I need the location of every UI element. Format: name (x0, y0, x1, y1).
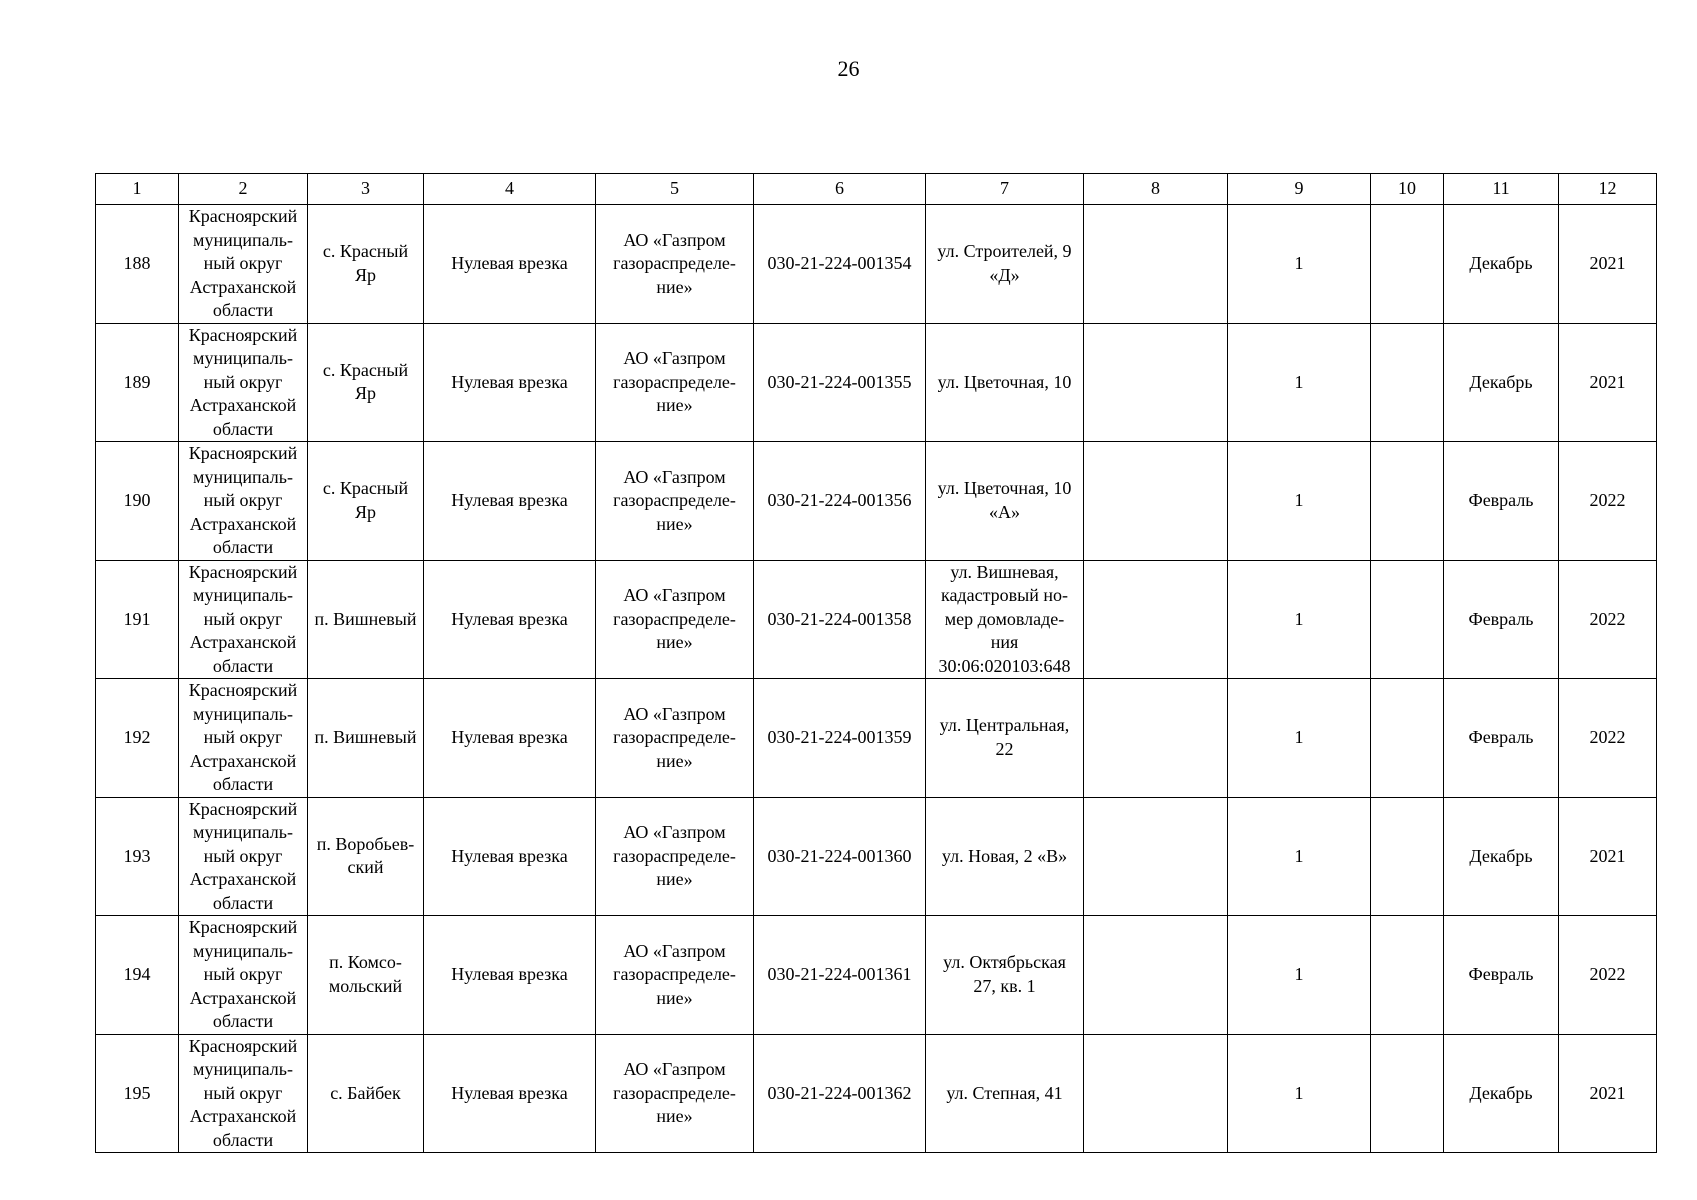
column-8-cell (1084, 323, 1228, 442)
column-number: 2 (179, 174, 308, 205)
settlement-cell: с. Красный Яр (308, 323, 424, 442)
column-8-cell (1084, 679, 1228, 798)
quantity-cell: 1 (1228, 560, 1371, 679)
address-cell: ул. Цветочная, 10 (926, 323, 1084, 442)
column-number: 6 (754, 174, 926, 205)
month-cell: Февраль (1444, 679, 1559, 798)
column-10-cell (1371, 679, 1444, 798)
row-number-cell: 194 (96, 916, 179, 1035)
column-number: 11 (1444, 174, 1559, 205)
year-cell: 2021 (1559, 1034, 1657, 1153)
quantity-cell: 1 (1228, 323, 1371, 442)
year-cell: 2021 (1559, 205, 1657, 324)
gas-connection-table (95, 173, 1657, 1153)
organization-cell: АО «Газпром газораспределе- ние» (596, 205, 754, 324)
month-cell: Декабрь (1444, 797, 1559, 916)
quantity-cell: 1 (1228, 916, 1371, 1035)
month-cell: Декабрь (1444, 323, 1559, 442)
table-row (96, 679, 1657, 798)
organization-cell: АО «Газпром газораспределе- ние» (596, 797, 754, 916)
month-cell: Декабрь (1444, 1034, 1559, 1153)
work-type-cell: Нулевая врезка (424, 323, 596, 442)
quantity-cell: 1 (1228, 679, 1371, 798)
column-8-cell (1084, 797, 1228, 916)
object-code-cell: 030-21-224-001360 (754, 797, 926, 916)
quantity-cell: 1 (1228, 205, 1371, 324)
object-code-cell: 030-21-224-001362 (754, 1034, 926, 1153)
settlement-cell: п. Вишневый (308, 679, 424, 798)
district-cell: Красноярский муниципаль- ный округ Астраханской области (179, 205, 308, 324)
page-number: 26 (837, 56, 860, 81)
address-cell: ул. Строителей, 9 «Д» (926, 205, 1084, 324)
settlement-cell: п. Комсо- мольский (308, 916, 424, 1035)
quantity-cell: 1 (1228, 1034, 1371, 1153)
column-10-cell (1371, 205, 1444, 324)
month-cell: Февраль (1444, 916, 1559, 1035)
row-number-cell: 193 (96, 797, 179, 916)
column-10-cell (1371, 797, 1444, 916)
work-type-cell: Нулевая врезка (424, 797, 596, 916)
organization-cell: АО «Газпром газораспределе- ние» (596, 442, 754, 561)
settlement-cell: с. Красный Яр (308, 442, 424, 561)
table-row (96, 560, 1657, 679)
table-row (96, 323, 1657, 442)
column-number: 1 (96, 174, 179, 205)
column-number: 3 (308, 174, 424, 205)
work-type-cell: Нулевая врезка (424, 205, 596, 324)
column-8-cell (1084, 205, 1228, 324)
column-number: 7 (926, 174, 1084, 205)
work-type-cell: Нулевая врезка (424, 442, 596, 561)
table-row (96, 205, 1657, 324)
district-cell: Красноярский муниципаль- ный округ Астраханской области (179, 797, 308, 916)
year-cell: 2022 (1559, 442, 1657, 561)
column-number: 4 (424, 174, 596, 205)
column-number: 5 (596, 174, 754, 205)
address-cell: ул. Вишневая, кадастровый но- мер домовладе- ния 30:06:020103:648 (926, 560, 1084, 679)
column-number: 10 (1371, 174, 1444, 205)
year-cell: 2021 (1559, 323, 1657, 442)
row-number-cell: 188 (96, 205, 179, 324)
month-cell: Февраль (1444, 442, 1559, 561)
row-number-cell: 191 (96, 560, 179, 679)
settlement-cell: с. Красный Яр (308, 205, 424, 324)
district-cell: Красноярский муниципаль- ный округ Астраханской области (179, 442, 308, 561)
quantity-cell: 1 (1228, 797, 1371, 916)
organization-cell: АО «Газпром газораспределе- ние» (596, 916, 754, 1035)
table-row (96, 916, 1657, 1035)
year-cell: 2022 (1559, 560, 1657, 679)
column-10-cell (1371, 442, 1444, 561)
object-code-cell: 030-21-224-001355 (754, 323, 926, 442)
address-cell: ул. Цветочная, 10 «А» (926, 442, 1084, 561)
address-cell: ул. Октябрьская 27, кв. 1 (926, 916, 1084, 1035)
organization-cell: АО «Газпром газораспределе- ние» (596, 323, 754, 442)
column-10-cell (1371, 323, 1444, 442)
column-number: 8 (1084, 174, 1228, 205)
row-number-cell: 192 (96, 679, 179, 798)
column-10-cell (1371, 1034, 1444, 1153)
column-10-cell (1371, 916, 1444, 1035)
work-type-cell: Нулевая врезка (424, 1034, 596, 1153)
table-row (96, 1034, 1657, 1153)
district-cell: Красноярский муниципаль- ный округ Астраханской области (179, 679, 308, 798)
organization-cell: АО «Газпром газораспределе- ние» (596, 1034, 754, 1153)
year-cell: 2022 (1559, 916, 1657, 1035)
column-8-cell (1084, 560, 1228, 679)
organization-cell: АО «Газпром газораспределе- ние» (596, 679, 754, 798)
district-cell: Красноярский муниципаль- ный округ Астраханской области (179, 560, 308, 679)
row-number-cell: 189 (96, 323, 179, 442)
district-cell: Красноярский муниципаль- ный округ Астраханской области (179, 916, 308, 1035)
settlement-cell: п. Воробьев- ский (308, 797, 424, 916)
column-8-cell (1084, 916, 1228, 1035)
month-cell: Февраль (1444, 560, 1559, 679)
column-8-cell (1084, 442, 1228, 561)
row-number-cell: 190 (96, 442, 179, 561)
settlement-cell: с. Байбек (308, 1034, 424, 1153)
column-number-row (96, 174, 1657, 205)
table-row (96, 442, 1657, 561)
work-type-cell: Нулевая врезка (424, 916, 596, 1035)
year-cell: 2022 (1559, 679, 1657, 798)
work-type-cell: Нулевая врезка (424, 679, 596, 798)
quantity-cell: 1 (1228, 442, 1371, 561)
object-code-cell: 030-21-224-001356 (754, 442, 926, 561)
address-cell: ул. Новая, 2 «В» (926, 797, 1084, 916)
object-code-cell: 030-21-224-001361 (754, 916, 926, 1035)
column-number: 12 (1559, 174, 1657, 205)
district-cell: Красноярский муниципаль- ный округ Астраханской области (179, 1034, 308, 1153)
organization-cell: АО «Газпром газораспределе- ние» (596, 560, 754, 679)
column-10-cell (1371, 560, 1444, 679)
column-number: 9 (1228, 174, 1371, 205)
settlement-cell: п. Вишневый (308, 560, 424, 679)
row-number-cell: 195 (96, 1034, 179, 1153)
district-cell: Красноярский муниципаль- ный округ Астраханской области (179, 323, 308, 442)
table-row (96, 797, 1657, 916)
object-code-cell: 030-21-224-001359 (754, 679, 926, 798)
object-code-cell: 030-21-224-001354 (754, 205, 926, 324)
column-8-cell (1084, 1034, 1228, 1153)
year-cell: 2021 (1559, 797, 1657, 916)
month-cell: Декабрь (1444, 205, 1559, 324)
address-cell: ул. Степная, 41 (926, 1034, 1084, 1153)
address-cell: ул. Центральная, 22 (926, 679, 1084, 798)
object-code-cell: 030-21-224-001358 (754, 560, 926, 679)
work-type-cell: Нулевая врезка (424, 560, 596, 679)
